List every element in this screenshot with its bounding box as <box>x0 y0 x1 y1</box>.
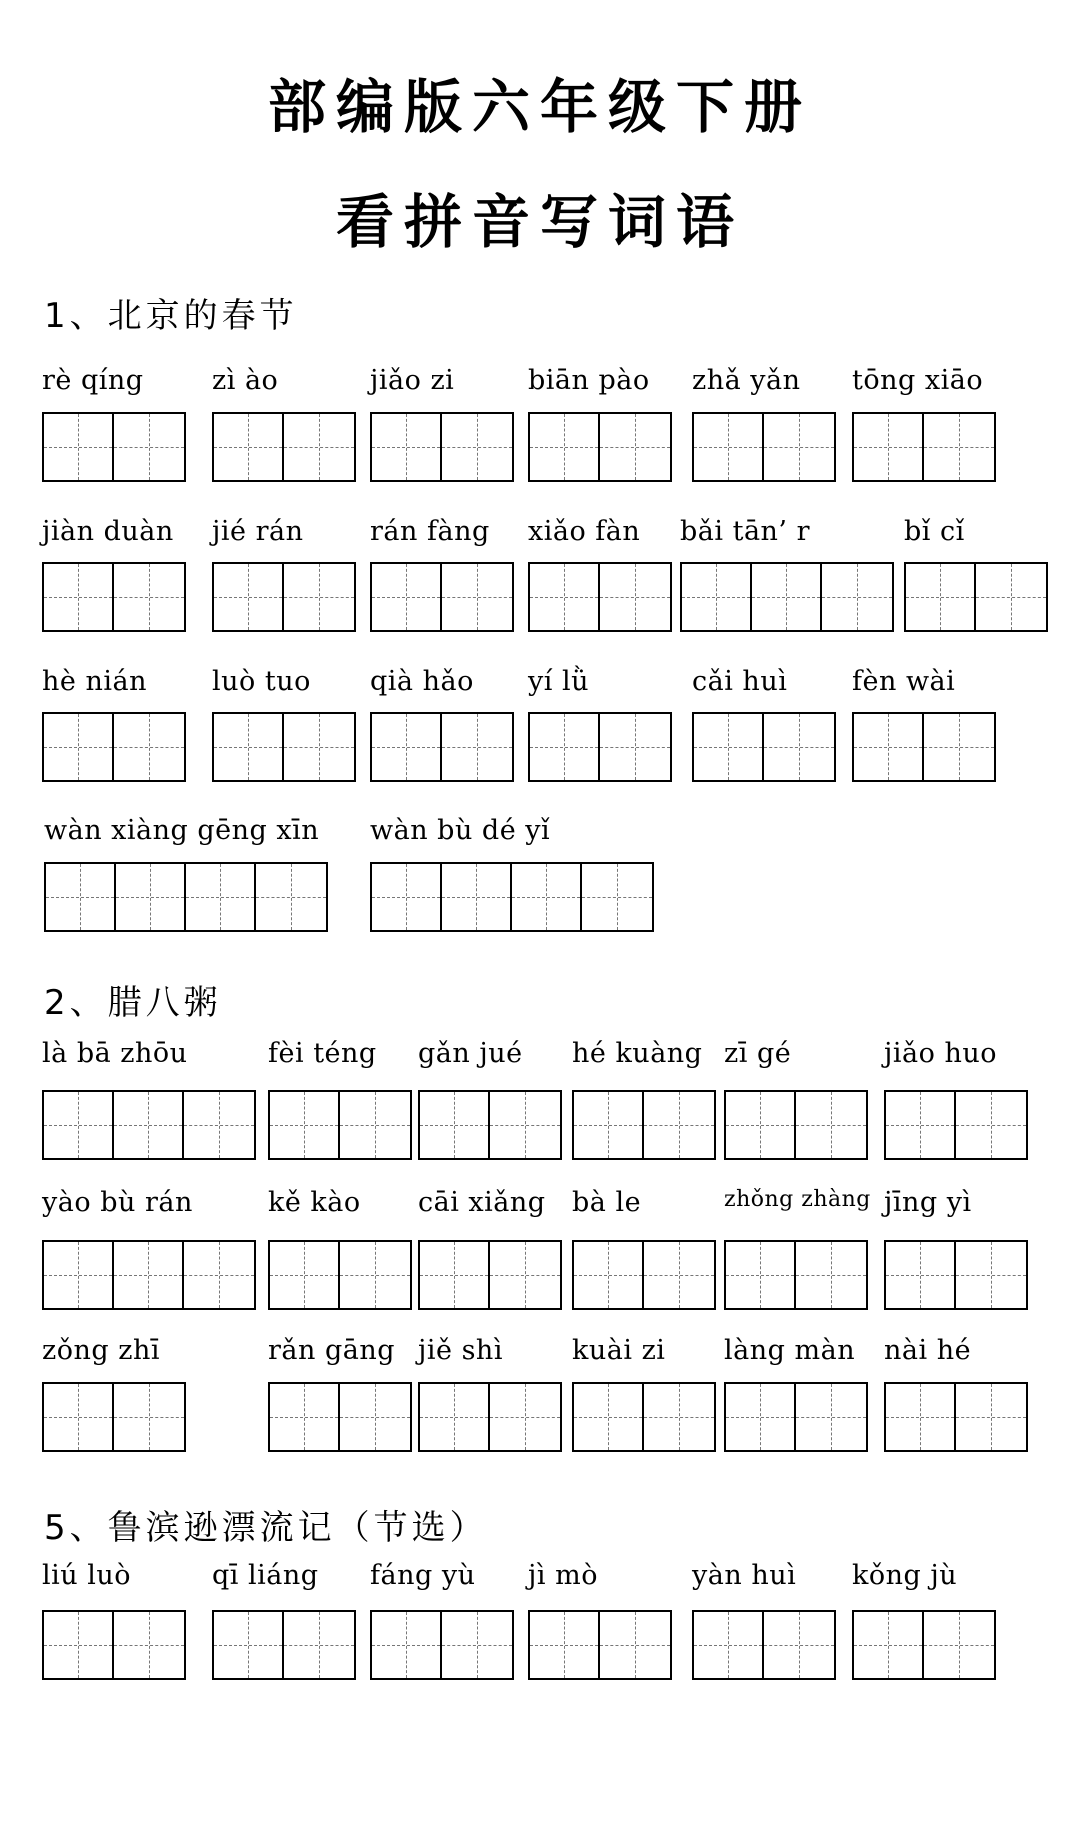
tianzige-cell[interactable] <box>340 1242 410 1308</box>
pinyin-prompt: kě kào <box>268 1187 361 1218</box>
character-grid[interactable] <box>212 1610 356 1680</box>
character-grid[interactable] <box>42 712 186 782</box>
tianzige-cell[interactable] <box>796 1092 866 1158</box>
tianzige-cell[interactable] <box>284 564 354 630</box>
character-grid[interactable] <box>370 1610 514 1680</box>
tianzige-cell[interactable] <box>694 714 764 780</box>
tianzige-cell[interactable] <box>186 864 256 930</box>
character-grid[interactable] <box>212 562 356 632</box>
pinyin-prompt: nài hé <box>884 1335 972 1366</box>
tianzige-cell[interactable] <box>854 1612 924 1678</box>
tianzige-cell[interactable] <box>214 414 284 480</box>
tianzige-cell[interactable] <box>372 1612 442 1678</box>
pinyin-prompt: jì mò <box>528 1560 598 1591</box>
tianzige-cell[interactable] <box>956 1092 1026 1158</box>
pinyin-prompt: fèi téng <box>268 1038 377 1069</box>
tianzige-cell[interactable] <box>530 414 600 480</box>
tianzige-cell[interactable] <box>44 1384 114 1450</box>
tianzige-cell[interactable] <box>530 1612 600 1678</box>
tianzige-cell[interactable] <box>184 1092 254 1158</box>
tianzige-cell[interactable] <box>372 414 442 480</box>
character-grid[interactable] <box>884 1090 1028 1160</box>
tianzige-cell[interactable] <box>270 1242 340 1308</box>
tianzige-cell[interactable] <box>822 564 892 630</box>
character-grid[interactable] <box>370 712 514 782</box>
tianzige-cell[interactable] <box>284 714 354 780</box>
tianzige-cell[interactable] <box>924 714 994 780</box>
character-grid[interactable] <box>692 412 836 482</box>
character-grid[interactable] <box>42 1610 186 1680</box>
character-grid[interactable] <box>724 1240 868 1310</box>
pinyin-prompt: rǎn gāng <box>268 1335 396 1366</box>
tianzige-cell[interactable] <box>796 1384 866 1450</box>
tianzige-cell[interactable] <box>284 414 354 480</box>
pinyin-prompt: jiě shì <box>418 1335 503 1366</box>
character-grid[interactable] <box>370 412 514 482</box>
tianzige-cell[interactable] <box>372 714 442 780</box>
pinyin-prompt: fáng yù <box>370 1560 476 1591</box>
character-grid[interactable] <box>528 412 672 482</box>
tianzige-cell[interactable] <box>726 1384 796 1450</box>
pinyin-prompt: zhǒng zhàng <box>724 1187 871 1212</box>
character-grid[interactable] <box>418 1240 562 1310</box>
tianzige-cell[interactable] <box>600 1612 670 1678</box>
tianzige-cell[interactable] <box>886 1092 956 1158</box>
pinyin-prompt: zī gé <box>724 1038 792 1069</box>
pinyin-prompt: luò tuo <box>212 666 311 697</box>
tianzige-cell[interactable] <box>114 1092 184 1158</box>
page-title-line1: 部编版六年级下册 <box>267 73 812 141</box>
pinyin-prompt: qī liáng <box>212 1560 319 1591</box>
character-grid[interactable] <box>884 1382 1028 1452</box>
character-grid[interactable] <box>572 1240 716 1310</box>
character-grid[interactable] <box>268 1090 412 1160</box>
tianzige-cell[interactable] <box>284 1612 354 1678</box>
character-grid[interactable] <box>44 862 328 932</box>
tianzige-cell[interactable] <box>956 1242 1026 1308</box>
character-grid[interactable] <box>528 562 672 632</box>
pinyin-prompt: wàn bù dé yǐ <box>370 815 551 846</box>
tianzige-cell[interactable] <box>906 564 976 630</box>
character-grid[interactable] <box>724 1382 868 1452</box>
tianzige-cell[interactable] <box>372 564 442 630</box>
pinyin-prompt: qià hǎo <box>370 666 474 697</box>
tianzige-cell[interactable] <box>644 1242 714 1308</box>
character-grid[interactable] <box>572 1382 716 1452</box>
tianzige-cell[interactable] <box>764 414 834 480</box>
tianzige-cell[interactable] <box>44 1242 114 1308</box>
tianzige-cell[interactable] <box>490 1242 560 1308</box>
pinyin-prompt: cǎi huì <box>692 666 788 697</box>
pinyin-prompt: hè nián <box>42 666 147 697</box>
pinyin-prompt: fèn wài <box>852 666 956 697</box>
character-grid[interactable] <box>528 712 672 782</box>
character-grid[interactable] <box>692 712 836 782</box>
pinyin-prompt: rè qíng <box>42 365 144 396</box>
character-grid[interactable] <box>42 562 186 632</box>
tianzige-cell[interactable] <box>574 1384 644 1450</box>
tianzige-cell[interactable] <box>600 414 670 480</box>
character-grid[interactable] <box>852 1610 996 1680</box>
tianzige-cell[interactable] <box>420 1242 490 1308</box>
tianzige-cell[interactable] <box>114 1612 184 1678</box>
tianzige-cell[interactable] <box>114 714 184 780</box>
tianzige-cell[interactable] <box>420 1384 490 1450</box>
pinyin-prompt: zì ào <box>212 365 279 396</box>
character-grid[interactable] <box>692 1610 836 1680</box>
tianzige-cell[interactable] <box>530 714 600 780</box>
tianzige-cell[interactable] <box>886 1384 956 1450</box>
pinyin-prompt: kǒng jù <box>852 1560 958 1591</box>
character-grid[interactable] <box>904 562 1048 632</box>
pinyin-prompt: tōng xiāo <box>852 365 984 396</box>
character-grid[interactable] <box>268 1382 412 1452</box>
tianzige-cell[interactable] <box>574 1242 644 1308</box>
pinyin-prompt: yào bù rán <box>42 1187 193 1218</box>
tianzige-cell[interactable] <box>600 564 670 630</box>
tianzige-cell[interactable] <box>976 564 1046 630</box>
character-grid[interactable] <box>572 1090 716 1160</box>
tianzige-cell[interactable] <box>420 1092 490 1158</box>
pinyin-prompt: wàn xiàng gēng xīn <box>44 815 320 846</box>
tianzige-cell[interactable] <box>694 414 764 480</box>
tianzige-cell[interactable] <box>752 564 822 630</box>
pinyin-prompt: bǐ cǐ <box>904 516 965 547</box>
tianzige-cell[interactable] <box>44 1612 114 1678</box>
character-grid[interactable] <box>212 412 356 482</box>
tianzige-cell[interactable] <box>442 714 512 780</box>
tianzige-cell[interactable] <box>854 714 924 780</box>
pinyin-prompt: cāi xiǎng <box>418 1187 546 1218</box>
tianzige-cell[interactable] <box>372 864 442 930</box>
pinyin-prompt: gǎn jué <box>418 1038 523 1069</box>
tianzige-cell[interactable] <box>340 1092 410 1158</box>
character-grid[interactable] <box>370 562 514 632</box>
tianzige-cell[interactable] <box>44 714 114 780</box>
tianzige-cell[interactable] <box>886 1242 956 1308</box>
tianzige-cell[interactable] <box>764 1612 834 1678</box>
tianzige-cell[interactable] <box>726 1242 796 1308</box>
tianzige-cell[interactable] <box>694 1612 764 1678</box>
tianzige-cell[interactable] <box>764 714 834 780</box>
character-grid[interactable] <box>42 1382 186 1452</box>
tianzige-cell[interactable] <box>114 1384 184 1450</box>
tianzige-cell[interactable] <box>490 1092 560 1158</box>
tianzige-cell[interactable] <box>214 564 284 630</box>
tianzige-cell[interactable] <box>512 864 582 930</box>
character-grid[interactable] <box>528 1610 672 1680</box>
tianzige-cell[interactable] <box>600 714 670 780</box>
character-grid[interactable] <box>884 1240 1028 1310</box>
character-grid[interactable] <box>680 562 894 632</box>
tianzige-cell[interactable] <box>270 1384 340 1450</box>
pinyin-prompt: zhǎ yǎn <box>692 365 801 396</box>
tianzige-cell[interactable] <box>114 564 184 630</box>
pinyin-prompt: hé kuàng <box>572 1038 703 1069</box>
character-grid[interactable] <box>212 712 356 782</box>
character-grid[interactable] <box>42 1240 256 1310</box>
tianzige-cell[interactable] <box>214 714 284 780</box>
tianzige-cell[interactable] <box>184 1242 254 1308</box>
character-grid[interactable] <box>370 862 654 932</box>
tianzige-cell[interactable] <box>924 1612 994 1678</box>
pinyin-prompt: biān pào <box>528 365 650 396</box>
character-grid[interactable] <box>852 412 996 482</box>
section-heading: 2、腊八粥 <box>44 983 222 1023</box>
pinyin-prompt: jié rán <box>212 516 304 547</box>
tianzige-cell[interactable] <box>644 1092 714 1158</box>
pinyin-prompt: jiǎo zi <box>370 365 455 396</box>
character-grid[interactable] <box>418 1382 562 1452</box>
tianzige-cell[interactable] <box>214 1612 284 1678</box>
tianzige-cell[interactable] <box>924 414 994 480</box>
pinyin-prompt: yàn huì <box>692 1560 797 1591</box>
tianzige-cell[interactable] <box>682 564 752 630</box>
tianzige-cell[interactable] <box>854 414 924 480</box>
character-grid[interactable] <box>852 712 996 782</box>
tianzige-cell[interactable] <box>44 564 114 630</box>
character-grid[interactable] <box>42 1090 256 1160</box>
section-heading: 1、北京的春节 <box>44 296 298 336</box>
tianzige-cell[interactable] <box>116 864 186 930</box>
pinyin-prompt: jīng yì <box>884 1187 972 1218</box>
tianzige-cell[interactable] <box>270 1092 340 1158</box>
pinyin-prompt: rán fàng <box>370 516 490 547</box>
pinyin-prompt: jiǎo huo <box>884 1038 997 1069</box>
pinyin-prompt: zǒng zhī <box>42 1335 160 1366</box>
pinyin-prompt: kuài zi <box>572 1335 666 1366</box>
pinyin-prompt: xiǎo fàn <box>528 516 641 547</box>
tianzige-cell[interactable] <box>46 864 116 930</box>
tianzige-cell[interactable] <box>44 1092 114 1158</box>
character-grid[interactable] <box>724 1090 868 1160</box>
tianzige-cell[interactable] <box>796 1242 866 1308</box>
pinyin-prompt: bà le <box>572 1187 642 1218</box>
pinyin-prompt: là bā zhōu <box>42 1038 188 1069</box>
tianzige-cell[interactable] <box>442 1612 512 1678</box>
tianzige-cell[interactable] <box>582 864 652 930</box>
character-grid[interactable] <box>418 1090 562 1160</box>
tianzige-cell[interactable] <box>726 1092 796 1158</box>
tianzige-cell[interactable] <box>442 564 512 630</box>
pinyin-prompt: yí lǜ <box>528 666 589 697</box>
pinyin-prompt: jiàn duàn <box>42 516 174 547</box>
tianzige-cell[interactable] <box>490 1384 560 1450</box>
tianzige-cell[interactable] <box>530 564 600 630</box>
tianzige-cell[interactable] <box>442 414 512 480</box>
tianzige-cell[interactable] <box>44 414 114 480</box>
tianzige-cell[interactable] <box>956 1384 1026 1450</box>
section-heading: 5、鲁滨逊漂流记（节选） <box>44 1508 488 1548</box>
pinyin-prompt: làng màn <box>724 1335 856 1366</box>
tianzige-cell[interactable] <box>340 1384 410 1450</box>
tianzige-cell[interactable] <box>442 864 512 930</box>
character-grid[interactable] <box>42 412 186 482</box>
pinyin-prompt: liú luò <box>42 1560 132 1591</box>
tianzige-cell[interactable] <box>574 1092 644 1158</box>
page-title-line2: 看拼音写词语 <box>335 188 744 256</box>
tianzige-cell[interactable] <box>644 1384 714 1450</box>
character-grid[interactable] <box>268 1240 412 1310</box>
tianzige-cell[interactable] <box>256 864 326 930</box>
tianzige-cell[interactable] <box>114 414 184 480</box>
pinyin-prompt: bǎi tān’ r <box>680 516 811 547</box>
tianzige-cell[interactable] <box>114 1242 184 1308</box>
